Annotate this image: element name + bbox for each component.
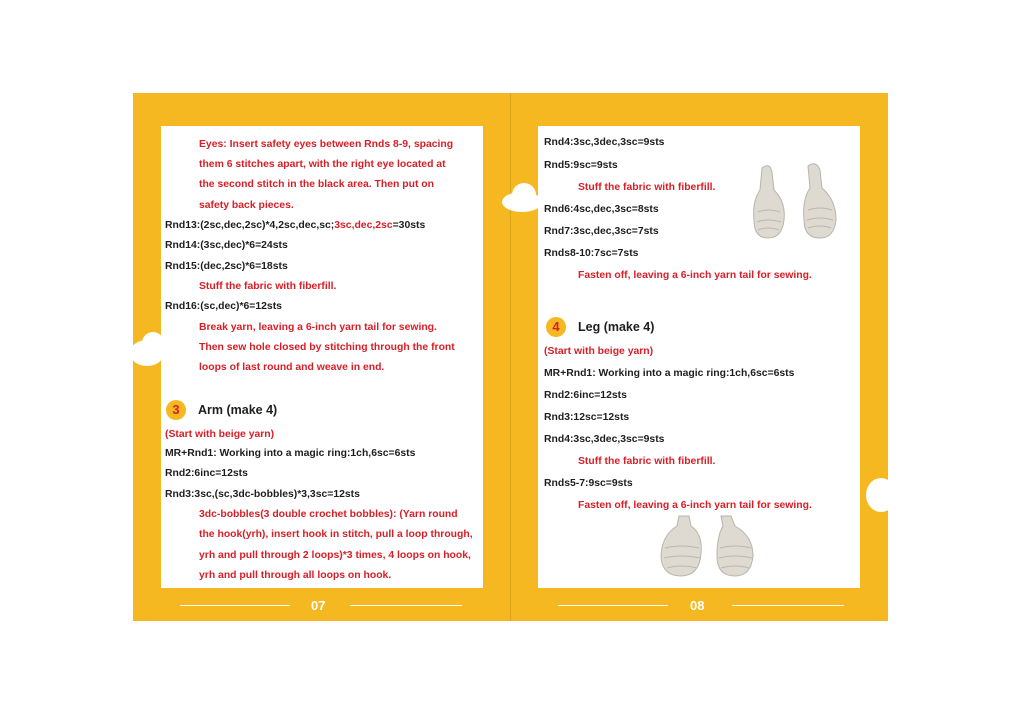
rnd14-line: Rnd14:(3sc,dec)*6=24sts: [165, 240, 288, 251]
eyes-line-2: them 6 stitches apart, with the right eye located at: [199, 159, 446, 170]
fasten-line-1: Fasten off, leaving a 6-inch yarn tail for sewing.: [578, 270, 812, 281]
bobble-line-2: the hook(yrh), insert hook in stitch, pull a loop through,: [199, 529, 473, 540]
section-number-badge-2: 4: [546, 317, 566, 337]
rnd13-line: [165, 219, 425, 232]
rnd13-end-text: =30sts: [392, 220, 426, 231]
section-title-2: Leg (make 4): [578, 320, 655, 334]
page-number-left: 07: [311, 598, 326, 613]
footer-rule-right-2: [732, 605, 844, 606]
footer-rule-left-2: [558, 605, 668, 606]
rnd6-line: Rnd6:4sc,dec,3sc=8sts: [544, 204, 659, 215]
eyes-line-3: the second stitch in the black area. Then put on: [199, 179, 434, 190]
rnd7-line: Rnd7:3sc,dec,3sc=7sts: [544, 226, 659, 237]
mr-line-2: MR+Rnd1: Working into a magic ring:1ch,6sc=6sts: [544, 368, 795, 379]
rnd3-line: Rnd3:3sc,(sc,3dc-bobbles)*3,3sc=12sts: [165, 489, 360, 500]
stuff-line: Stuff the fabric with fiberfill.: [199, 281, 337, 292]
arm-piece-right: [804, 164, 836, 238]
break-line-3: loops of last round and weave in end.: [199, 362, 385, 373]
rnd2-line-2: Rnd2:6inc=12sts: [544, 390, 627, 401]
break-line-1: Break yarn, leaving a 6-inch yarn tail for sewing.: [199, 322, 437, 333]
bobble-line-3: yrh and pull through 2 loops)*3 times, 4 loops on hook,: [199, 550, 471, 561]
mr-line: MR+Rnd1: Working into a magic ring:1ch,6sc=6sts: [165, 448, 416, 459]
footer-rule-left: [180, 605, 290, 606]
fasten-line-2: Fasten off, leaving a 6-inch yarn tail for sewing.: [578, 500, 812, 511]
page-number-right: 08: [690, 598, 705, 613]
rnd15-line: Rnd15:(dec,2sc)*6=18sts: [165, 261, 288, 272]
arm-pieces-photo: [748, 162, 848, 244]
bobble-line-4: yrh and pull through all loops on hook.: [199, 570, 392, 581]
stuff-line-1: Stuff the fabric with fiberfill.: [578, 182, 716, 193]
stuff-line-2: Stuff the fabric with fiberfill.: [578, 456, 716, 467]
rnd13-red-text: 3sc,dec,2sc: [334, 220, 393, 231]
leg-piece-right: [717, 516, 753, 576]
cloud-decoration-right: [862, 470, 892, 518]
rnd4-line-2: Rnd4:3sc,3dec,3sc=9sts: [544, 434, 665, 445]
footer-rule-right: [350, 605, 462, 606]
rnd16-line: Rnd16:(sc,dec)*6=12sts: [165, 301, 282, 312]
section-title: Arm (make 4): [198, 403, 278, 417]
start-note: (Start with beige yarn): [165, 429, 275, 440]
eyes-line-1: Eyes: Insert safety eyes between Rnds 8-9, spacing: [199, 139, 454, 150]
section-number-badge: 3: [166, 400, 186, 420]
book-spine: [510, 93, 511, 621]
rnd8-10-line: Rnds8-10:7sc=7sts: [544, 248, 639, 259]
eyes-line-4: safety back pieces.: [199, 200, 294, 211]
rnd2-line: Rnd2:6inc=12sts: [165, 468, 248, 479]
leg-piece-left: [661, 516, 701, 576]
leg-pieces-photo: [655, 512, 775, 582]
rnd5-line: Rnd5:9sc=9sts: [544, 160, 618, 171]
rnd4-line: Rnd4:3sc,3dec,3sc=9sts: [544, 137, 665, 148]
arm-piece-left: [754, 166, 785, 238]
rnd3-line-2: Rnd3:12sc=12sts: [544, 412, 630, 423]
rnds5-7-line: Rnds5-7:9sc=9sts: [544, 478, 633, 489]
break-line-2: Then sew hole closed by stitching through the front: [199, 342, 455, 353]
start-note-2: (Start with beige yarn): [544, 346, 654, 357]
rnd13-black-text: Rnd13:(2sc,dec,2sc)*4,2sc,dec,sc;: [165, 220, 335, 231]
bobble-line-1: 3dc-bobbles(3 double crochet bobbles): (Yarn round: [199, 509, 458, 520]
